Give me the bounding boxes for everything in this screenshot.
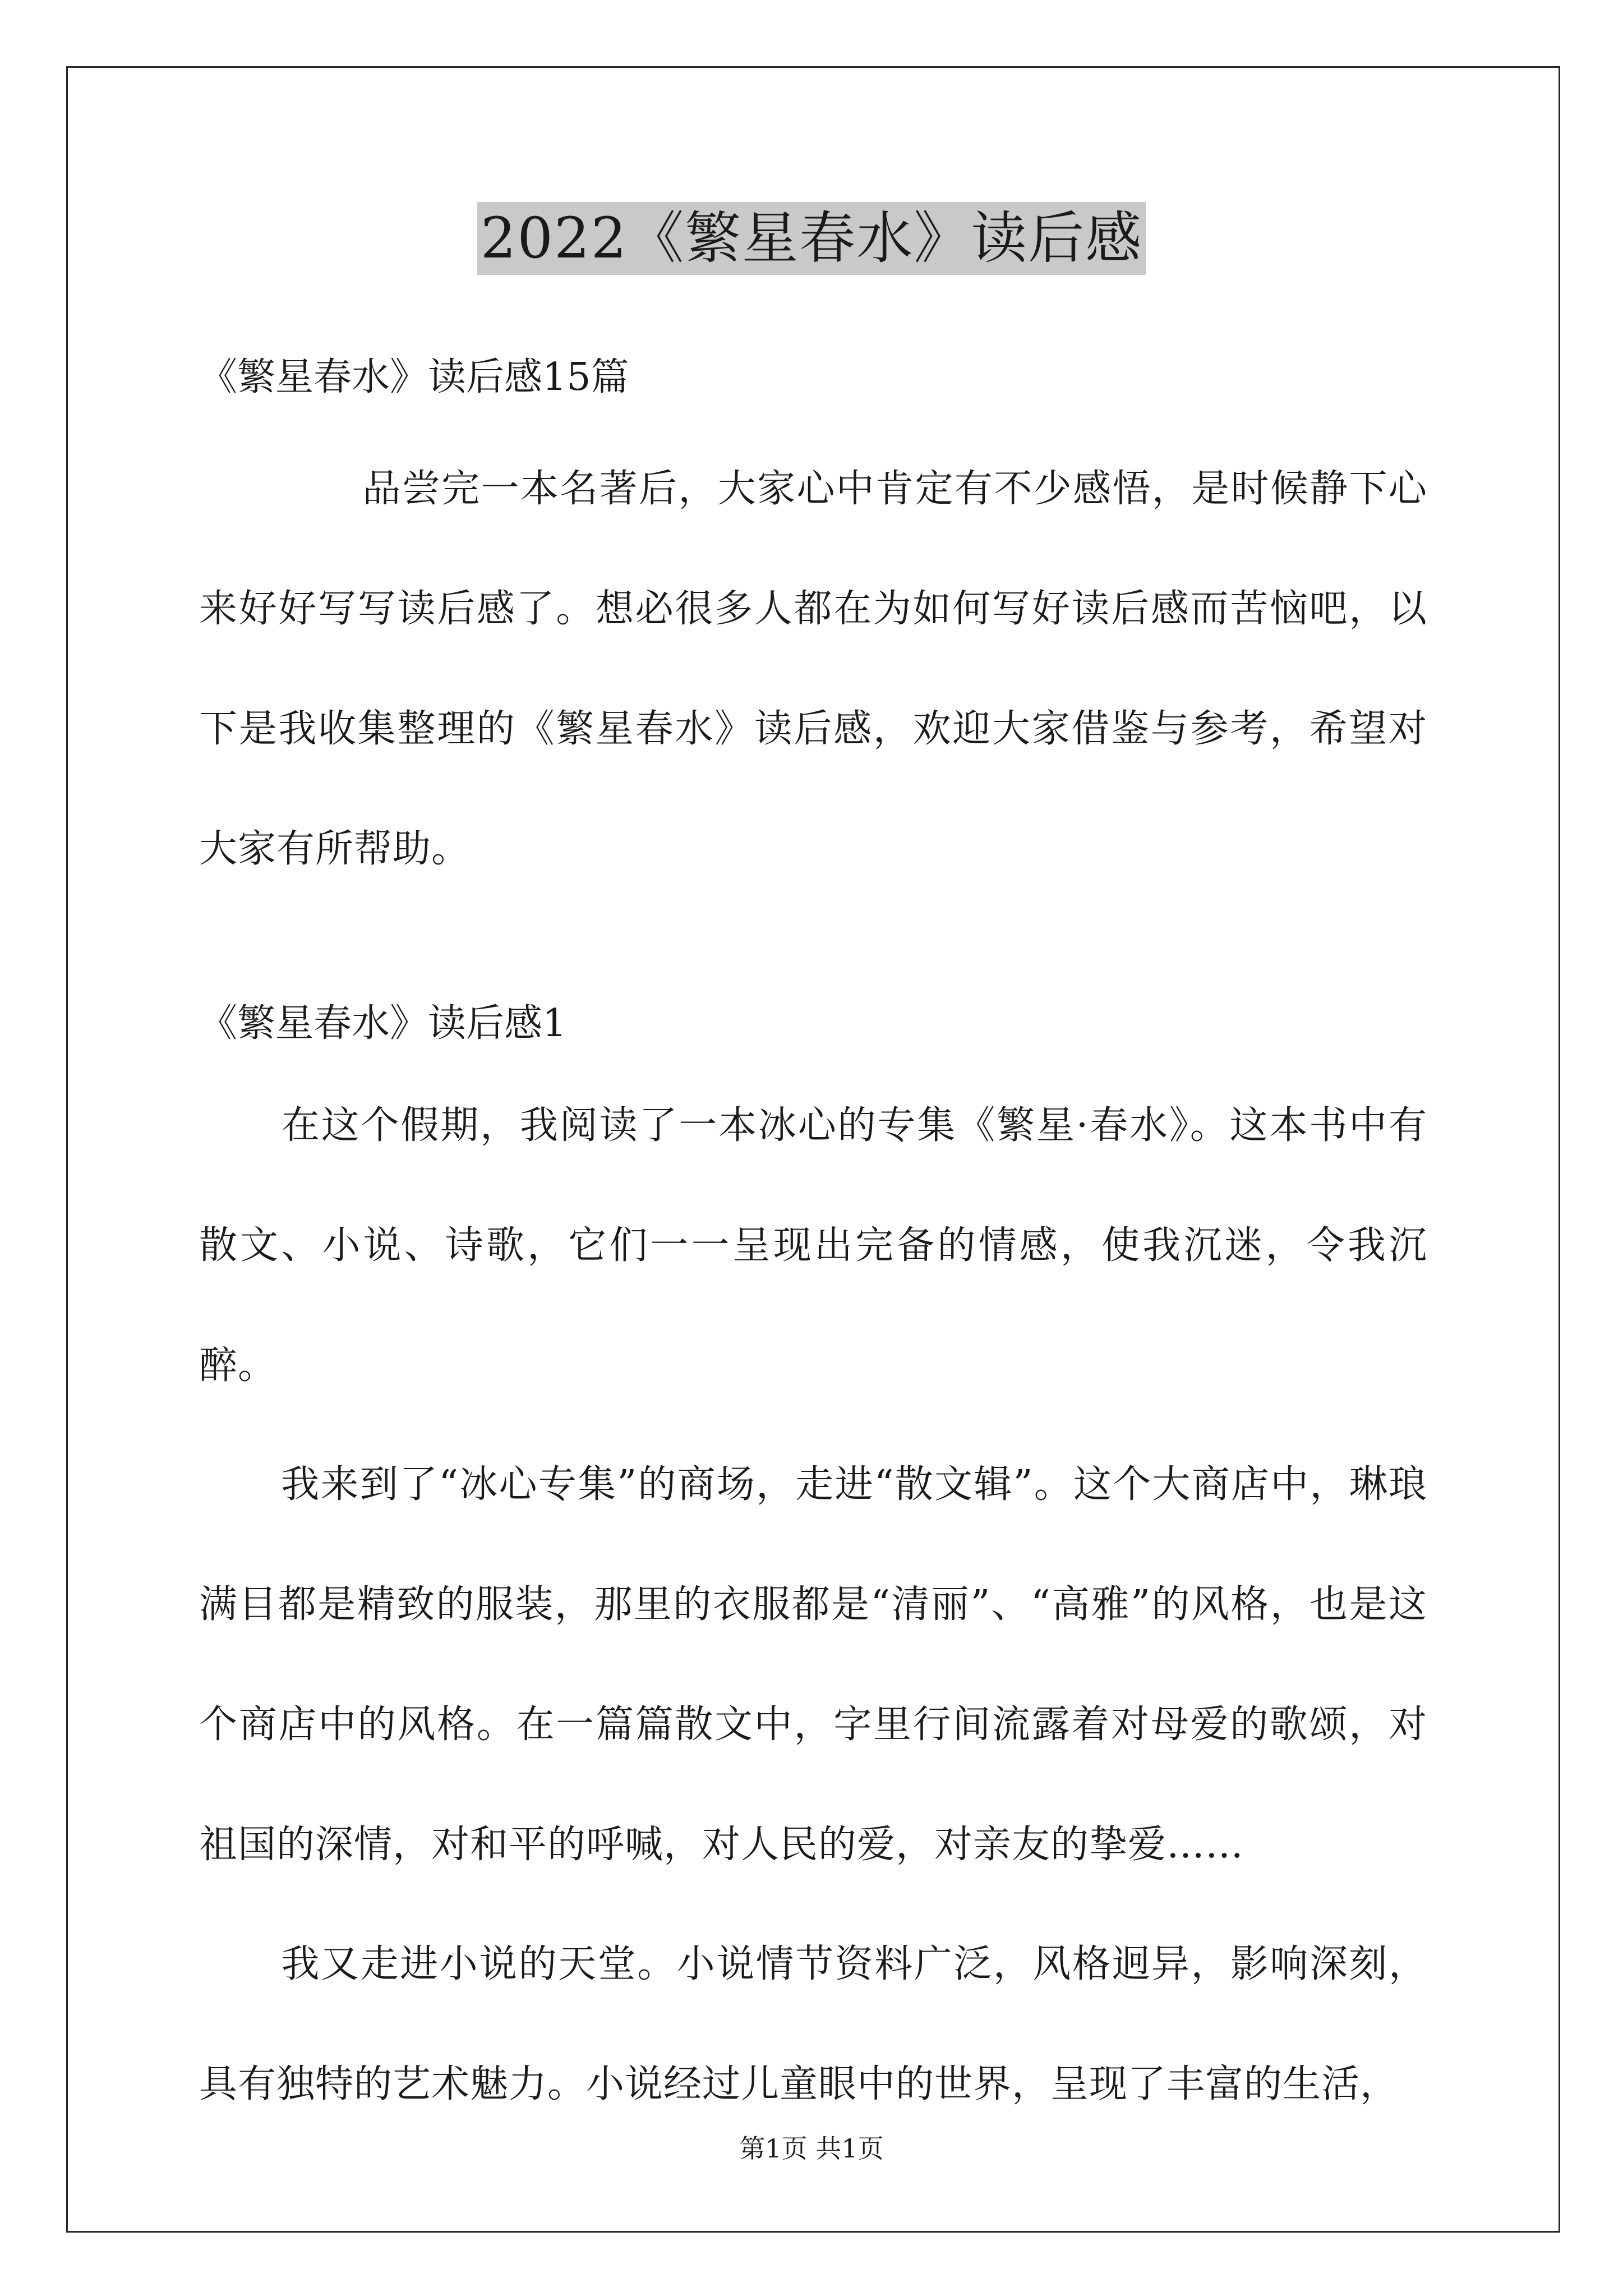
paragraph-text: 我来到了“冰心专集”的商场，走进“散文辑”。这个大商店中，琳琅满目都是精致的服装，那里的衣服都是“清丽”、“高雅”的风格，也是这个商店中的风格。在一篇篇散文中，字里行间流露着对母爱的歌颂，对祖国的深情，对和平的呼喊，对人民的爱，对亲友的挚爱…… <box>199 1462 1427 1867</box>
intro-text: 品尝完一本名著后，大家心中肯定有不少感悟，是时候静下心来好好写写读后感了。想必很多人都在为如何写好读后感而苦恼吧，以下是我收集整理的《繁星春水》读后感，欢迎大家借鉴与参考，希望对大家有所帮助。 <box>199 467 1427 871</box>
section-heading: 《繁星春水》读后感1 <box>199 1001 567 1046</box>
series-heading: 《繁星春水》读后感15篇 <box>199 355 629 399</box>
body-paragraph-1 <box>199 1066 1427 1426</box>
paragraph-text: 在这个假期，我阅读了一本冰心的专集《繁星·春水》。这本书中有散文、小说、诗歌，它们一一呈现出完备的情感，使我沉迷，令我沉醉。 <box>199 1103 1427 1388</box>
document-title: 2022《繁星春水》读后感 <box>477 202 1146 275</box>
title-wrap <box>0 202 1623 275</box>
body-paragraph-2 <box>199 1425 1427 1905</box>
intro-paragraph <box>199 429 1427 909</box>
page-footer: 第1页 共1页 <box>739 2133 884 2164</box>
body-paragraph-3 <box>199 1904 1427 2145</box>
paragraph-text: 我又走进小说的天堂。小说情节资料广泛，风格迥异，影响深刻，具有独特的艺术魅力。小说经过儿童眼中的世界，呈现了丰富的生活， <box>199 1942 1427 2106</box>
